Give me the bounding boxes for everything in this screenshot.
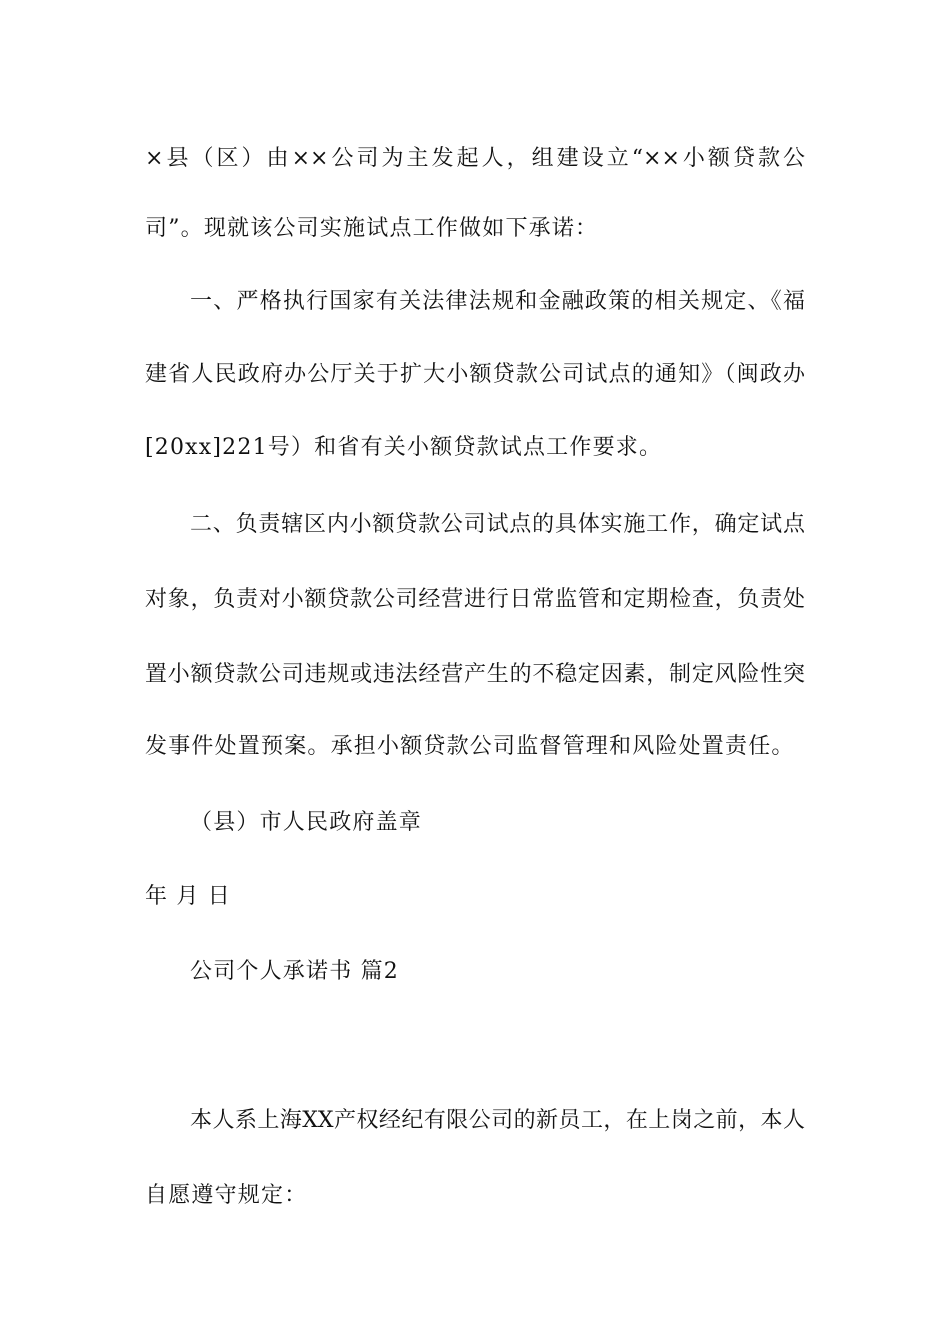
paragraph-item-2-line-4: 发事件处置预案。承担小额贷款公司监督管理和风险处置责任。 [145,734,795,759]
paragraph-intro-line-2: 司”。现就该公司实施试点工作做如下承诺： [145,216,599,241]
paragraph-item-1-line-1: 一、严格执行国家有关法律法规和金融政策的相关规定、《福 [190,289,805,314]
paragraph-item-2-line-3: 置小额贷款公司违规或违法经营产生的不稳定因素，制定风险性突 [145,662,805,687]
paragraph-item-1-line-3: [20xx]221号）和省有关小额贷款试点工作要求。 [145,435,663,460]
section-title: 公司个人承诺书 篇2 [190,959,399,984]
date-line: 年 月 日 [145,884,231,909]
paragraph-pledge-line-1: 本人系上海XX产权经纪有限公司的新员工，在上岗之前，本人 [190,1108,805,1133]
paragraph-intro-line-1: ×县（区）由××公司为主发起人，组建设立“××小额贷款公 [145,146,805,171]
paragraph-pledge-line-2: 自愿遵守规定： [145,1183,308,1208]
paragraph-item-1-line-2: 建省人民政府办公厅关于扩大小额贷款公司试点的通知》（闽政办 [145,362,805,387]
paragraph-item-2-line-1: 二、负责辖区内小额贷款公司试点的具体实施工作，确定试点 [190,512,805,537]
paragraph-item-2-line-2: 对象，负责对小额贷款公司经营进行日常监管和定期检查，负责处 [145,587,805,612]
signature-seal-line: （县）市人民政府盖章 [190,810,423,835]
